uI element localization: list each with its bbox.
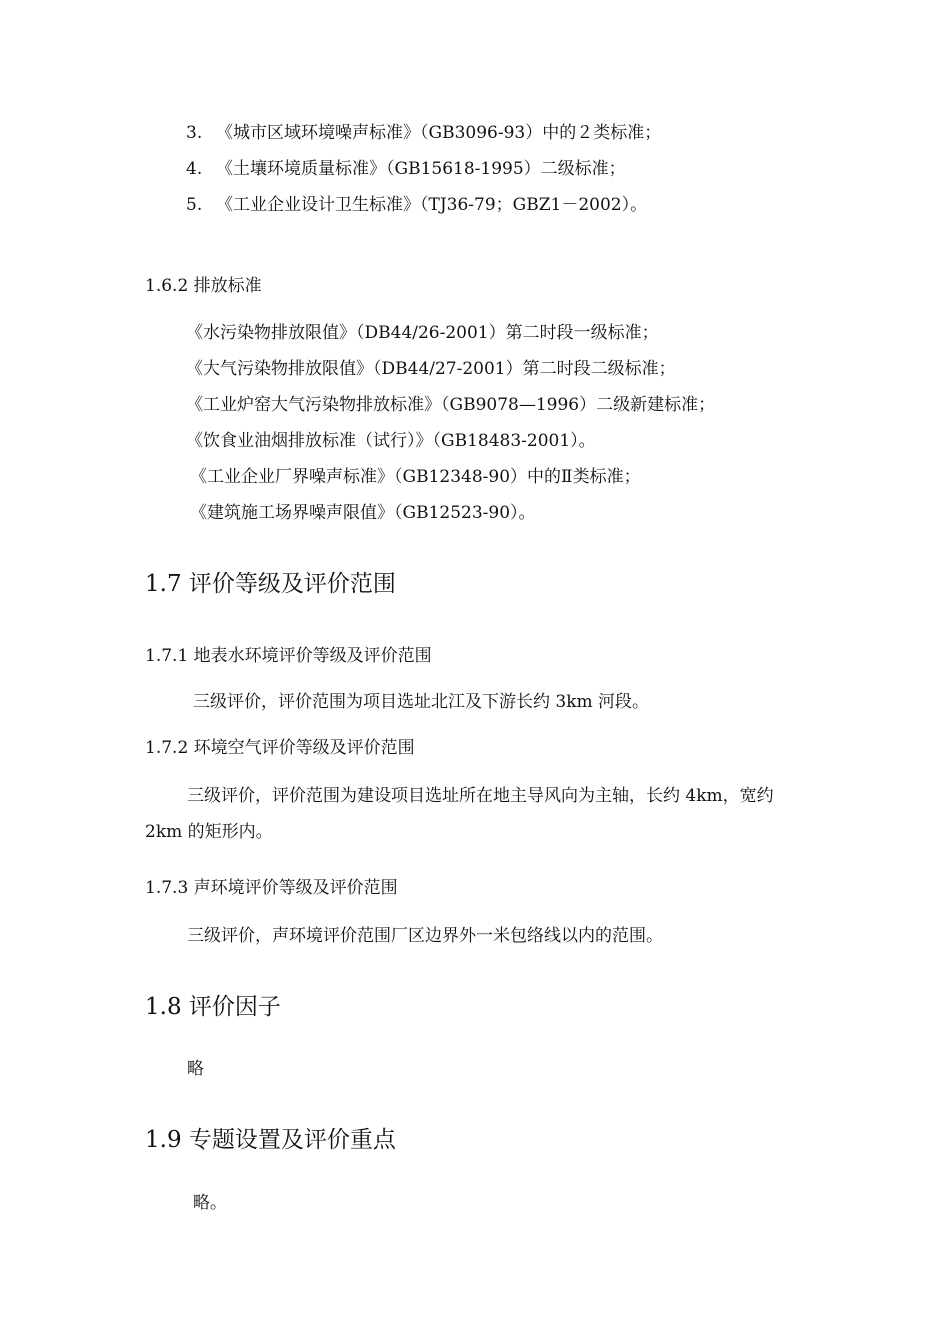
section-heading-1-6-2: 1.6.2 排放标准 [145, 276, 262, 296]
paragraph-line: 2km 的矩形内。 [145, 822, 273, 842]
emission-standard-item: 《工业企业厂界噪声标准》（GB12348-90）中的Ⅱ类标准； [190, 467, 641, 487]
section-heading-1-9: 1.9 专题设置及评价重点 [145, 1127, 396, 1153]
emission-standard-item: 《大气污染物排放限值》（DB44/27-2001）第二时段二级标准； [186, 359, 676, 379]
emission-standard-item: 《建筑施工场界噪声限值》（GB12523-90）。 [190, 503, 536, 523]
section-heading-1-8: 1.8 评价因子 [145, 994, 281, 1020]
standards-item-3 [186, 122, 661, 144]
standards-item-5 [186, 194, 647, 216]
section-heading-1-7-1: 1.7.1 地表水环境评价等级及评价范围 [145, 646, 432, 666]
emission-standard-item: 《工业炉窑大气污染物排放标准》（GB9078—1996）二级新建标准； [186, 395, 716, 415]
paragraph: 略。 [193, 1193, 227, 1213]
section-heading-1-7-3: 1.7.3 声环境评价等级及评价范围 [145, 878, 398, 898]
paragraph: 三级评价，声环境评价范围厂区边界外一米包络线以内的范围。 [187, 926, 663, 946]
section-heading-1-7: 1.7 评价等级及评价范围 [145, 571, 396, 597]
section-heading-1-7-2: 1.7.2 环境空气评价等级及评价范围 [145, 738, 415, 758]
list-text: 《工业企业设计卫生标准》（TJ36-79；GBZ1－2002）。 [216, 195, 648, 215]
emission-standard-item: 《水污染物排放限值》（DB44/26-2001）第二时段一级标准； [186, 323, 659, 343]
paragraph-line: 三级评价，评价范围为建设项目选址所在地主导风向为主轴，长约 4km，宽约 [187, 786, 774, 806]
list-text: 《城市区域环境噪声标准》（GB3096-93）中的２类标准； [216, 123, 662, 143]
paragraph: 略 [187, 1059, 204, 1079]
emission-standard-item: 《饮食业油烟排放标准（试行）》（GB18483-2001）。 [186, 431, 596, 451]
list-text: 《土壤环境质量标准》（GB15618-1995）二级标准； [216, 159, 626, 179]
list-number: 5. [186, 195, 203, 215]
list-number: 3. [186, 123, 203, 143]
paragraph: 三级评价，评价范围为项目选址北江及下游长约 3km 河段。 [193, 692, 650, 712]
list-number: 4. [186, 159, 203, 179]
standards-item-4 [186, 158, 626, 180]
